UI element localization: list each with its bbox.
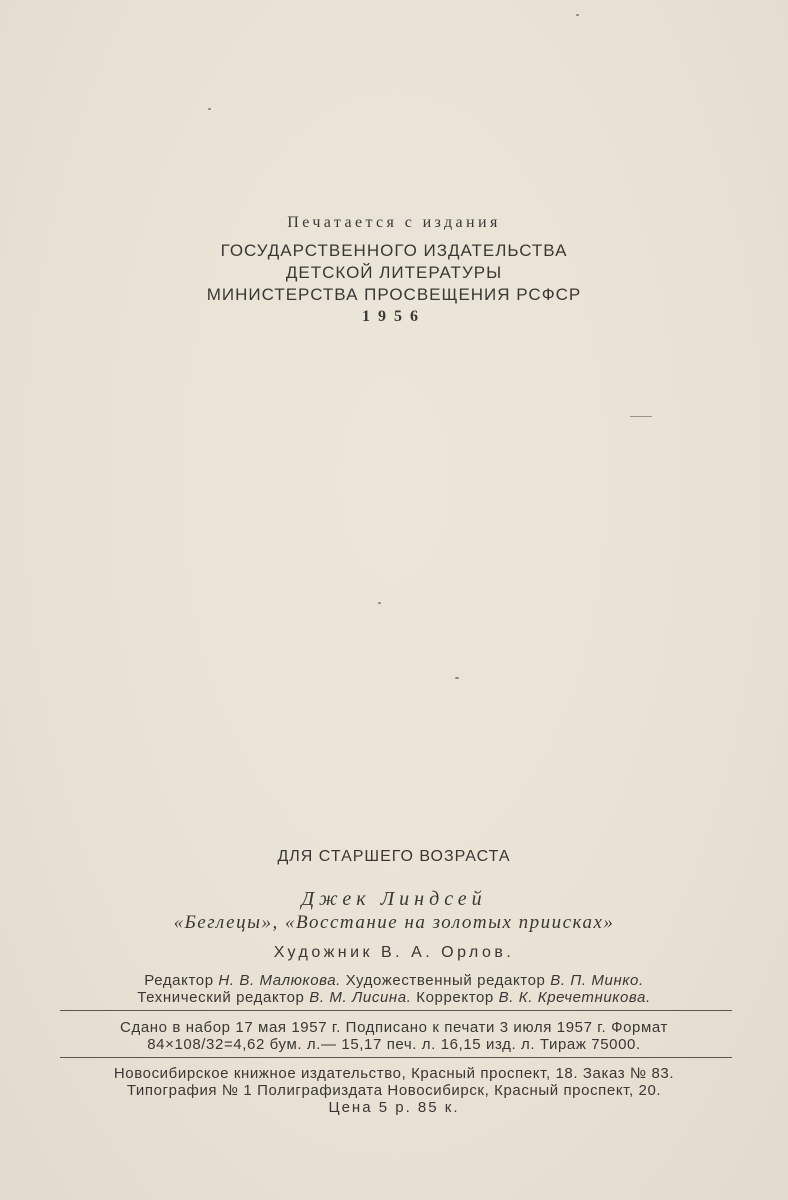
tech-editor-label: Технический редактор	[137, 989, 305, 1006]
paper-speck	[208, 108, 211, 110]
print-info-line-2: 84×108/32=4,62 бум. л.— 15,17 печ. л. 16,15 изд. л. Тираж 75000.	[147, 1036, 641, 1053]
art-editor-label: Художественный редактор	[345, 972, 546, 989]
illustrator-line	[0, 944, 788, 962]
proofreader-name: В. К. Кречетникова.	[498, 989, 651, 1006]
source-intro: Печатается с издания	[287, 214, 501, 231]
credits-line-2	[0, 989, 788, 1006]
audience-label: ДЛЯ СТАРШЕГО ВОЗРАСТА	[277, 848, 511, 865]
author-name: Джек Линдсей	[301, 888, 487, 910]
divider-rule	[60, 1010, 732, 1011]
source-publisher-line-1: ГОСУДАРСТВЕННОГО ИЗДАТЕЛЬСТВА	[220, 241, 568, 260]
source-year: 1956	[362, 308, 426, 325]
editor-name: Н. В. Малюкова.	[218, 972, 341, 989]
print-info-line-1: Сдано в набор 17 мая 1957 г. Подписано к печати 3 июля 1957 г. Формат	[120, 1019, 668, 1036]
price-line: Цена 5 р. 85 к.	[328, 1099, 460, 1116]
publisher-line-1: Новосибирское книжное издательство, Красный проспект, 18. Заказ № 83.	[113, 1065, 675, 1082]
paper-speck	[455, 677, 459, 679]
paper-speck	[378, 602, 381, 604]
paper-speck	[630, 416, 652, 417]
publisher-line-2: Типография № 1 Полиграфиздата Новосибирск, Красный проспект, 20.	[126, 1082, 662, 1099]
source-publisher-line-2: ДЕТСКОЙ ЛИТЕРАТУРЫ	[285, 263, 503, 282]
source-publisher-line-3: МИНИСТЕРСТВА ПРОСВЕЩЕНИЯ РСФСР	[206, 285, 582, 304]
proofreader-label: Корректор	[416, 989, 494, 1006]
tech-editor-name: В. М. Лисина.	[309, 989, 412, 1006]
book-titles: «Беглецы», «Восстание на золотых приисках»	[173, 912, 615, 933]
illustrator-name: В. А. Орлов.	[381, 944, 515, 961]
paper-speck	[576, 14, 579, 16]
divider-rule	[60, 1057, 732, 1058]
art-editor-name: В. П. Минко.	[550, 972, 644, 989]
credits-line-1	[0, 972, 788, 989]
illustrator-label: Художник	[273, 944, 374, 961]
editor-label: Редактор	[144, 972, 214, 989]
